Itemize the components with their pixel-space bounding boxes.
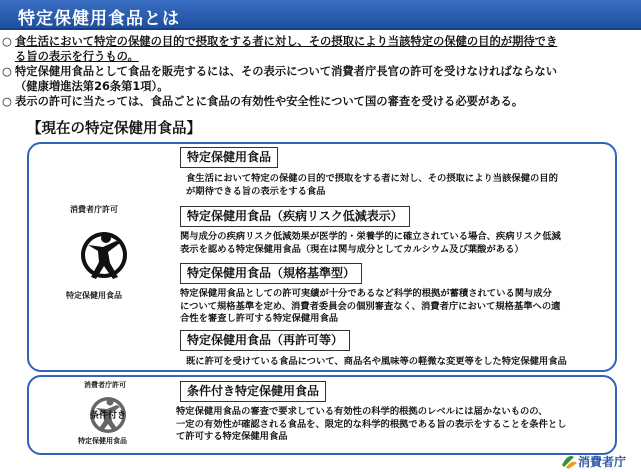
category-desc: 食生活において特定の保健の目的で摂取をする者に対し、その摂取により当該保健の目的 が期待できる旨の表示をする食品 bbox=[186, 173, 558, 197]
bullet-mark: ○ bbox=[2, 95, 12, 108]
category-label: 特定保健用食品（規格基準型） bbox=[180, 263, 362, 284]
bullet-item bbox=[2, 35, 638, 64]
bullet-item bbox=[2, 65, 638, 94]
bullet-mark: ○ bbox=[2, 65, 12, 78]
seal-caption-bottom: 特定保健用食品 bbox=[78, 437, 127, 445]
bullet-text: 食生活において特定の保健の目的で摂取をする者に対し、その摂取により当該特定の保健の目的が期待でき bbox=[15, 35, 558, 48]
category-desc: 特定保健用食品の審査で要求している有効性の科学的根拠のレベルには届かないものの、 一定の有効性が確認される食品を、限定的な科学的根拠である旨の表示をすることを条件とし て許可する特定保健用食品 bbox=[176, 406, 567, 442]
seal-caption-top: 消費者庁許可 bbox=[70, 205, 118, 214]
tokuho-seal bbox=[58, 205, 150, 297]
intro-bullets bbox=[2, 35, 638, 110]
category-label: 特定保健用食品（再許可等） bbox=[180, 330, 350, 351]
seal-caption-bottom: 特定保健用食品 bbox=[66, 291, 122, 300]
title-bar bbox=[0, 0, 641, 30]
category-label: 特定保健用食品（疾病リスク低減表示） bbox=[180, 206, 410, 227]
section-heading: 【現在の特定保健用食品】 bbox=[27, 121, 201, 137]
bullet-text: る旨の表示を行うもの。 bbox=[15, 49, 139, 63]
bullet-item bbox=[2, 95, 638, 110]
bullet-text: 特定保健用食品として食品を販売するには、その表示について消費者庁長官の許可を受けなければならない bbox=[15, 65, 558, 78]
category-label: 条件付き特定保健用食品 bbox=[180, 381, 326, 402]
page-title: 特定保健用食品とは bbox=[18, 9, 180, 29]
category-desc: 関与成分の疾病リスク低減効果が医学的・栄養学的に確立されている場合、疾病リスク低減 表示を認める特定保健用食品（現在は関与成分としてカルシウム及び葉酸がある） bbox=[180, 231, 561, 255]
bullet-text: （健康増進法第26条第1項）。 bbox=[15, 79, 169, 93]
seal-caption-top: 消費者庁許可 bbox=[84, 381, 126, 389]
category-desc: 既に許可を受けている食品について、商品名や風味等の軽微な変更等をした特定保健用食品 bbox=[186, 356, 567, 367]
category-label: 特定保健用食品 bbox=[180, 147, 278, 168]
tokuho-seal-icon bbox=[58, 205, 150, 297]
seal-caption-middle: 条件付き bbox=[90, 411, 127, 421]
caa-logo-text: 消費者庁 bbox=[578, 455, 627, 469]
category-desc: 特定保健用食品としての許可実績が十分であるなど科学的根拠が蓄積されている関与成分 について規格基準を定め、消費者委員会の個別審査なく、消費者庁において規格基準への適 合性を審査し許可する特定保健用食品 bbox=[180, 288, 561, 324]
bullet-mark: ○ bbox=[2, 35, 12, 48]
bullet-text: 表示の許可に当たっては、食品ごとに食品の有効性や安全性について国の審査を受ける必要がある。 bbox=[15, 95, 524, 108]
